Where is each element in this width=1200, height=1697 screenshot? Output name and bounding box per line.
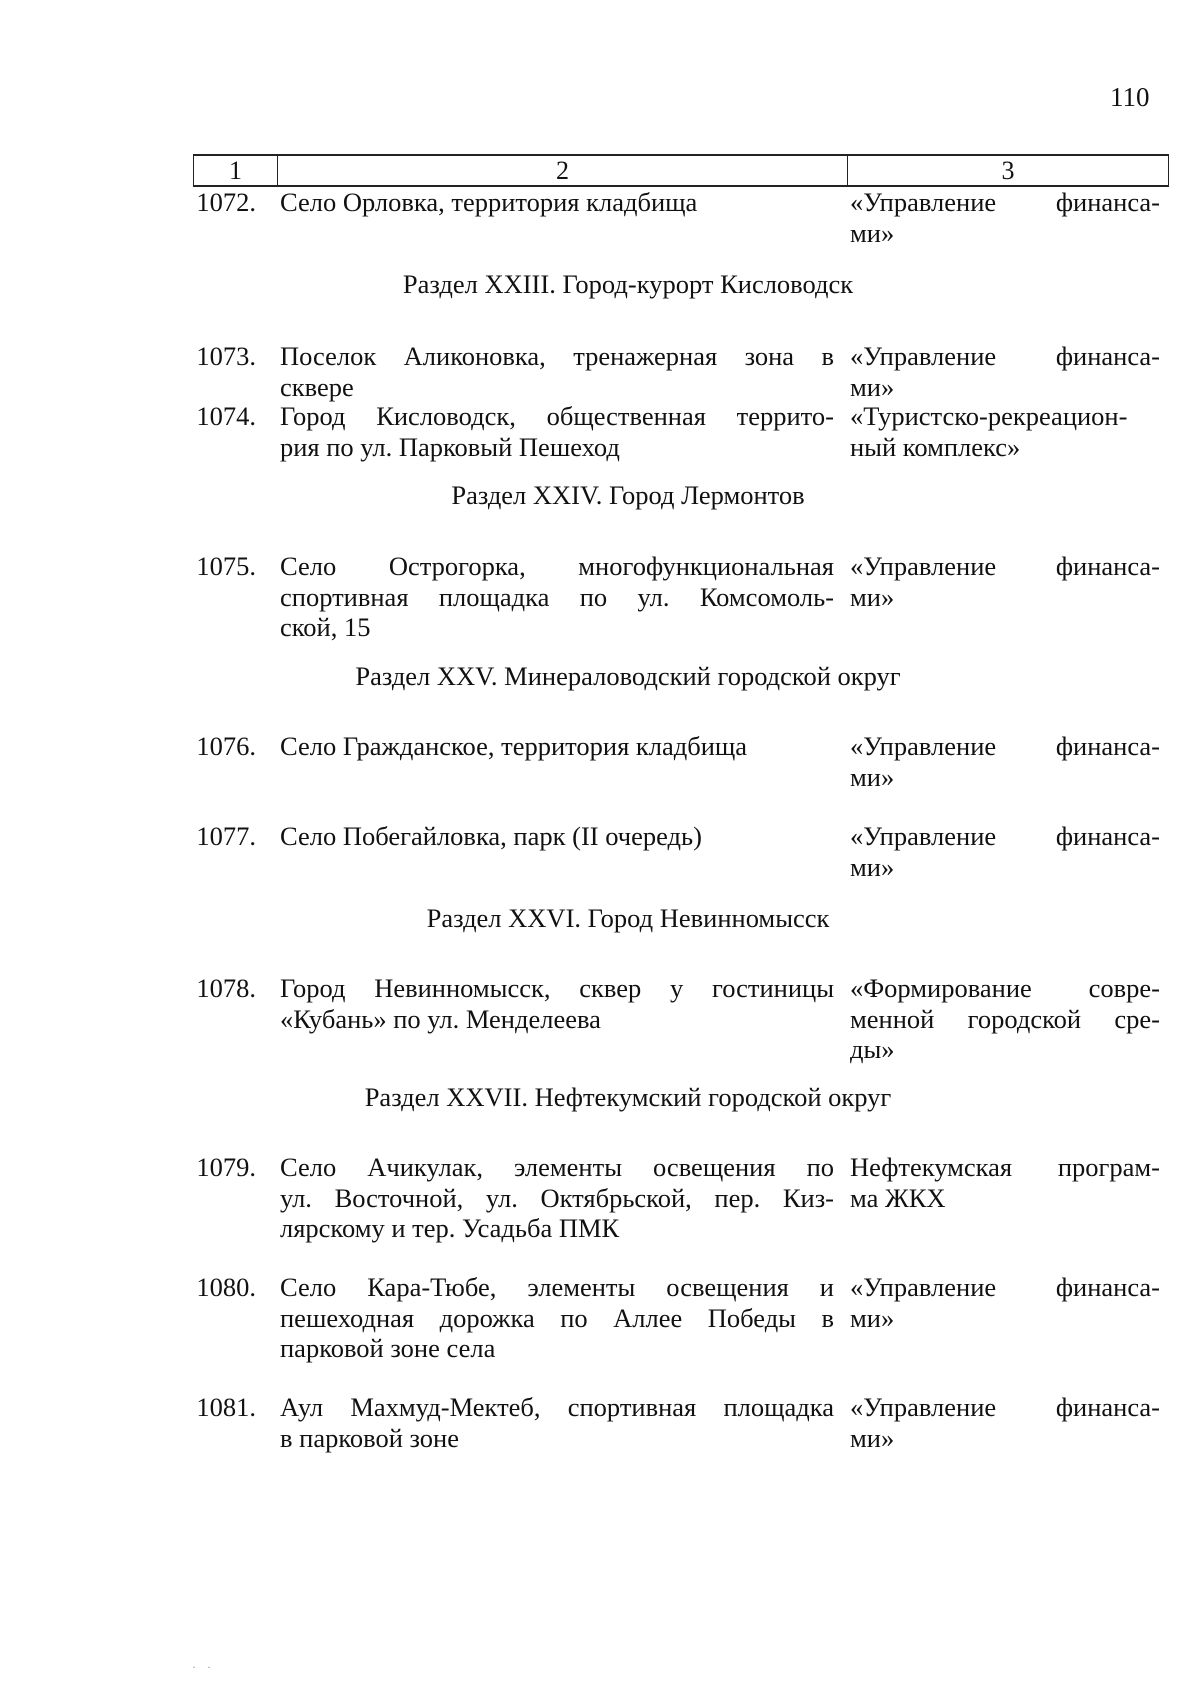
program-line: «Управление финанса- <box>850 731 1160 761</box>
program-line: менной городской сре- <box>850 1003 1160 1034</box>
program-line: «Управление финанса- <box>850 1272 1160 1302</box>
location-line: парковой зоне села <box>280 1333 496 1363</box>
location-line: рия по ул. Парковый Пешеход <box>280 431 620 462</box>
location-line: Поселок Аликоновка, тренажерная зона в <box>280 341 834 371</box>
program-line: «Управление финанса- <box>850 187 1160 217</box>
location-line: Село Острогорка, многофункциональная <box>280 551 834 581</box>
location-line: спортивная площадка по ул. Комсомоль- <box>280 581 834 612</box>
section-title: Раздел XXIV. Город Лермонтов <box>451 480 805 510</box>
table-header-row <box>193 154 1169 187</box>
location-line: Село Гражданское, территория кладбища <box>280 731 748 761</box>
section-title: Раздел XXVII. Нефтекумский городской округ <box>364 1082 892 1112</box>
location-line: Аул Махмуд-Мектеб, спортивная площадка <box>280 1392 834 1422</box>
program-line: ми» <box>850 581 895 612</box>
header-col-3: 3 <box>1001 155 1015 185</box>
row-number: 1080. <box>196 1272 256 1302</box>
row-number: 1079. <box>196 1152 256 1182</box>
location-line: ской, 15 <box>280 612 371 642</box>
program-line: ный комплекс» <box>850 431 1021 462</box>
location-line: Село Побегайловка, парк (II очередь) <box>280 821 702 851</box>
program-line: Нефтекумская програм- <box>850 1152 1160 1182</box>
section-heading <box>0 902 1200 935</box>
program-line: «Управление финанса- <box>850 341 1160 371</box>
program-line: ми» <box>850 217 895 248</box>
section-heading <box>0 268 1200 301</box>
row-number: 1073. <box>196 341 256 371</box>
location-line: «Кубань» по ул. Менделеева <box>280 1003 601 1034</box>
program-line: «Управление финанса- <box>850 551 1160 581</box>
program-line: ми» <box>850 1422 895 1453</box>
section-title: Раздел XXVI. Город Невинномысск <box>426 903 830 933</box>
section-title: Раздел XXIII. Город-курорт Кисловодск <box>402 269 854 299</box>
program-line: «Туристско-рекреацион- <box>850 401 1128 431</box>
row-number: 1077. <box>196 821 256 851</box>
program-line: ми» <box>850 371 895 402</box>
row-number: 1074. <box>196 401 256 431</box>
row-number: 1076. <box>196 731 256 761</box>
program-line: ды» <box>850 1034 895 1064</box>
row-number: 1072. <box>196 187 256 217</box>
location-line: Село Орловка, территория кладбища <box>280 187 698 217</box>
location-line: ул. Восточной, ул. Октябрьской, пер. Киз- <box>280 1182 834 1213</box>
location-line: Село Ачикулак, элементы освещения по <box>280 1152 834 1182</box>
section-title: Раздел XXV. Минераловодский городской округ <box>355 661 901 691</box>
program-line: ми» <box>850 1302 895 1333</box>
row-number: 1078. <box>196 973 256 1003</box>
program-line: «Управление финанса- <box>850 1392 1160 1422</box>
location-line: в парковой зоне <box>280 1422 460 1453</box>
header-col-2: 2 <box>278 156 848 185</box>
location-line: Город Кисловодск, общественная террито- <box>280 401 834 431</box>
section-heading <box>0 660 1200 693</box>
program-line: «Управление финанса- <box>850 821 1160 851</box>
program-line: ми» <box>850 851 895 882</box>
location-line: пешеходная дорожка по Аллее Победы в <box>280 1302 834 1333</box>
row-number: 1081. <box>196 1392 256 1422</box>
program-line: ма ЖКХ <box>850 1182 946 1213</box>
program-line: ми» <box>850 761 895 792</box>
header-col-1: 1 <box>194 156 278 185</box>
location-line: сквере <box>280 371 354 402</box>
location-line: Село Кара-Тюбе, элементы освещения и <box>280 1272 834 1302</box>
location-line: Город Невинномысск, сквер у гостиницы <box>280 973 834 1003</box>
row-number: 1075. <box>196 551 256 581</box>
location-line: лярскому и тер. Усадьба ПМК <box>280 1213 620 1243</box>
section-heading <box>0 1081 1200 1114</box>
page-number: 110 <box>1110 82 1150 112</box>
program-line: «Формирование совре- <box>850 973 1160 1003</box>
section-heading <box>0 479 1200 512</box>
scan-speck: · · <box>192 1660 215 1674</box>
